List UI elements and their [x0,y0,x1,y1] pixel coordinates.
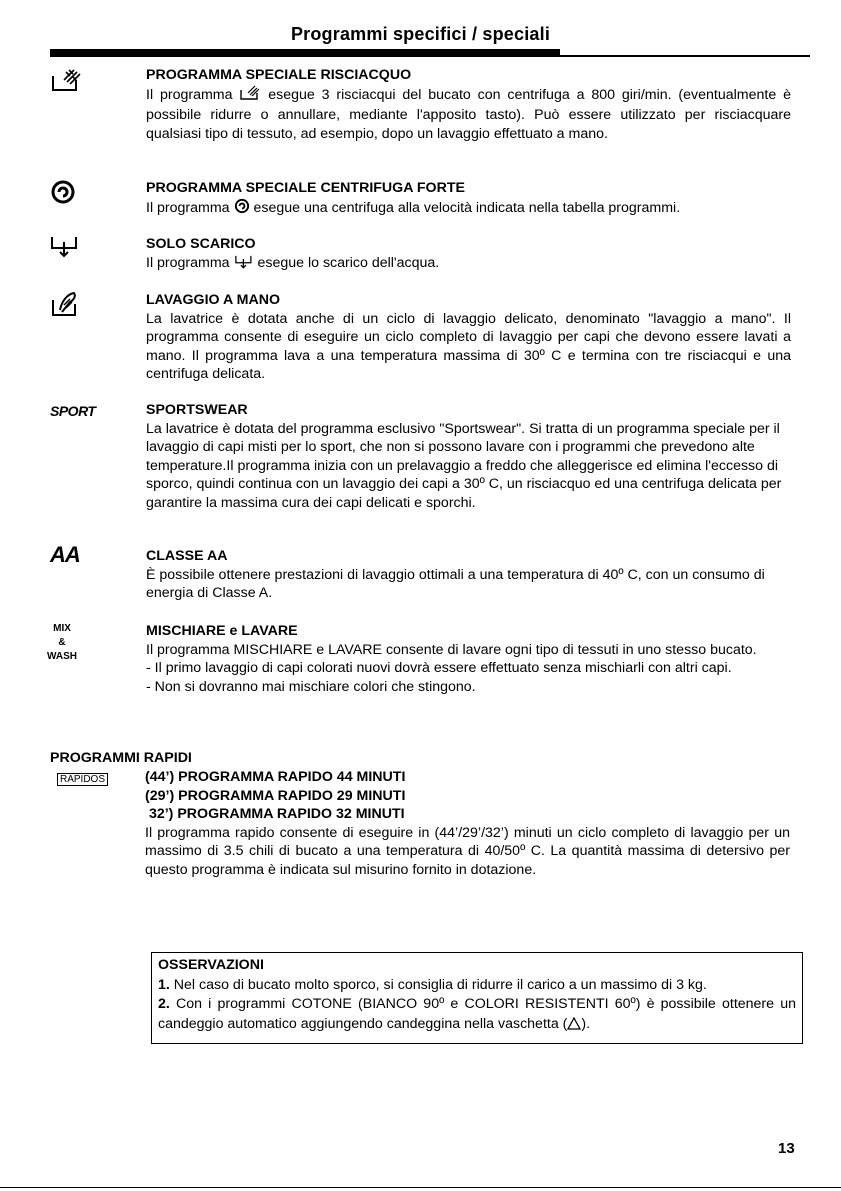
section-heading: CLASSE AA [146,548,228,564]
observation-item [158,976,796,996]
observation-number: 2. [158,996,170,1012]
drain-icon [234,254,254,275]
section-drain [146,235,791,274]
sport-icon [50,403,95,421]
section-text-rest: esegue 3 risciacqui del bucato con centrifuga a 800 giri/min. (eventualmente è possibile ridurre o annullare, mediante l'apposito tasto). Può essere utilizzato per risciacquare qualsiasi tipo di tessuto, ad esempio, dopo un lavaggio effettuato a mano. [146,86,791,142]
section-text-start: Il programma [146,254,230,271]
section-heading: SOLO SCARICO [146,236,256,252]
observations-box [151,952,803,1044]
spin-icon [234,198,250,220]
section-sportswear [146,401,791,513]
section-heading: SPORTSWEAR [146,402,248,418]
section-text: La lavatrice è dotata anche di un ciclo di lavaggio delicato, denominato "lavaggio a mano". Il programma consente di eseguire un ciclo completo di lavaggio per capi che devono essere lavati a mano. Il programma lava a una temperatura massima di 30º C e termina con tre risciacqui e una centrifuga delicata. [146,310,791,383]
observation-text-end: ). [581,1015,591,1032]
rapidi-line: (29’) PROGRAMMA RAPIDO 29 MINUTI [145,787,406,804]
section-heading: PROGRAMMA SPECIALE CENTRIFUGA FORTE [146,180,465,196]
bleach-icon [567,1017,581,1037]
sport-icon-label: SPORT [50,403,96,419]
mix-wash-line: MIX [53,623,71,634]
mix-wash-line: WASH [47,651,77,662]
section-mix-wash [146,622,791,696]
page-title: Programmi specifici / speciali [290,24,551,44]
observation-text: Nel caso di bucato molto sporco, si consiglia di ridurre il carico a un massimo di 3 kg. [173,976,707,993]
section-text [146,254,791,275]
section-text [146,198,791,220]
rinse-icon [239,85,261,107]
section-text-rest: esegue una centrifuga alla velocità indicata nella tabella programmi. [253,199,681,216]
section-text-line: - Non si dovranno mai mischiare colori che stingono. [146,678,476,695]
section-classe-aa [146,547,791,603]
section-text-rest: esegue lo scarico dell'acqua. [257,254,440,271]
section-text-line: - Il primo lavaggio di capi colorati nuovi dovrà essere effettuato senza mischiarli con altri capi. [146,660,732,677]
aa-icon-label: AA [50,542,80,567]
spin-icon [50,179,76,210]
section-text [146,85,791,144]
observation-number: 1. [158,976,170,993]
section-text: Il programma rapido consente di eseguire in (44’/29’/32’) minuti un ciclo completo di lavaggio per un massimo di 3.5 chili di bucato a una temperatura di 40/50º C. La quantità massima di detersivo per questo programma è indicata sul misurino fornito in dotazione. [145,824,790,878]
observation-item [158,995,796,1036]
section-heading: LAVAGGIO A MANO [146,292,280,308]
mix-wash-line: & [58,637,66,648]
section-hand-wash [146,291,791,384]
mix-wash-icon [46,622,78,664]
section-spin [146,179,791,219]
section-text: Il programma MISCHIARE e LAVARE consente di lavare ogni tipo di tessuti in uno stesso bucato. [146,641,757,658]
section-heading: PROGRAMMA SPECIALE RISCIACQUO [146,67,412,83]
section-text-start: Il programma [146,199,230,216]
rapidos-icon-label: RAPIDOS [57,773,108,786]
drain-icon [50,234,80,263]
rinse-icon [50,68,82,99]
bottom-rule [0,1187,841,1188]
section-heading: MISCHIARE e LAVARE [146,623,298,639]
section-text: È possibile ottenere prestazioni di lavaggio ottimali a una temperatura di 40º C, con un consumo di energia di Classe A. [146,566,765,602]
page-number: 13 [778,1140,795,1157]
rapidi-heading: PROGRAMMI RAPIDI [50,750,192,766]
rapidi-line: (44’) PROGRAMMA RAPIDO 44 MINUTI [145,769,406,785]
rapidi-line: 32’) PROGRAMMA RAPIDO 32 MINUTI [145,806,405,823]
observation-text: Con i programmi COTONE (BIANCO 90º e COLORI RESISTENTI 60º) è possibile ottenere un candeggio automatico aggiungendo candeggina nella vaschetta ( [158,996,796,1032]
header-rule-thin [50,55,810,57]
section-text: La lavatrice è dotata del programma esclusivo "Sportswear". Si tratta di un programma speciale per il lavaggio di capi misti per lo sport, che non si possono lavare con i programmi che prevedono alte temperature.Il programma inizia con un prelavaggio a freddo che alleggerisce ed elimina l'eccesso di sporco, quindi continua con un lavaggio dei capi a 30º C, un risciacquo ed una centrifuga delicata per garantire la massima cura dei capi delicati e sporchi. [146,420,782,511]
section-text-start: Il programma [146,86,233,103]
hand-wash-icon [50,290,80,323]
observations-heading: OSSERVAZIONI [158,957,264,973]
aa-class-icon [50,542,80,568]
section-rinse [146,66,791,143]
rapidos-icon [57,769,108,787]
section-rapidi [145,768,790,880]
